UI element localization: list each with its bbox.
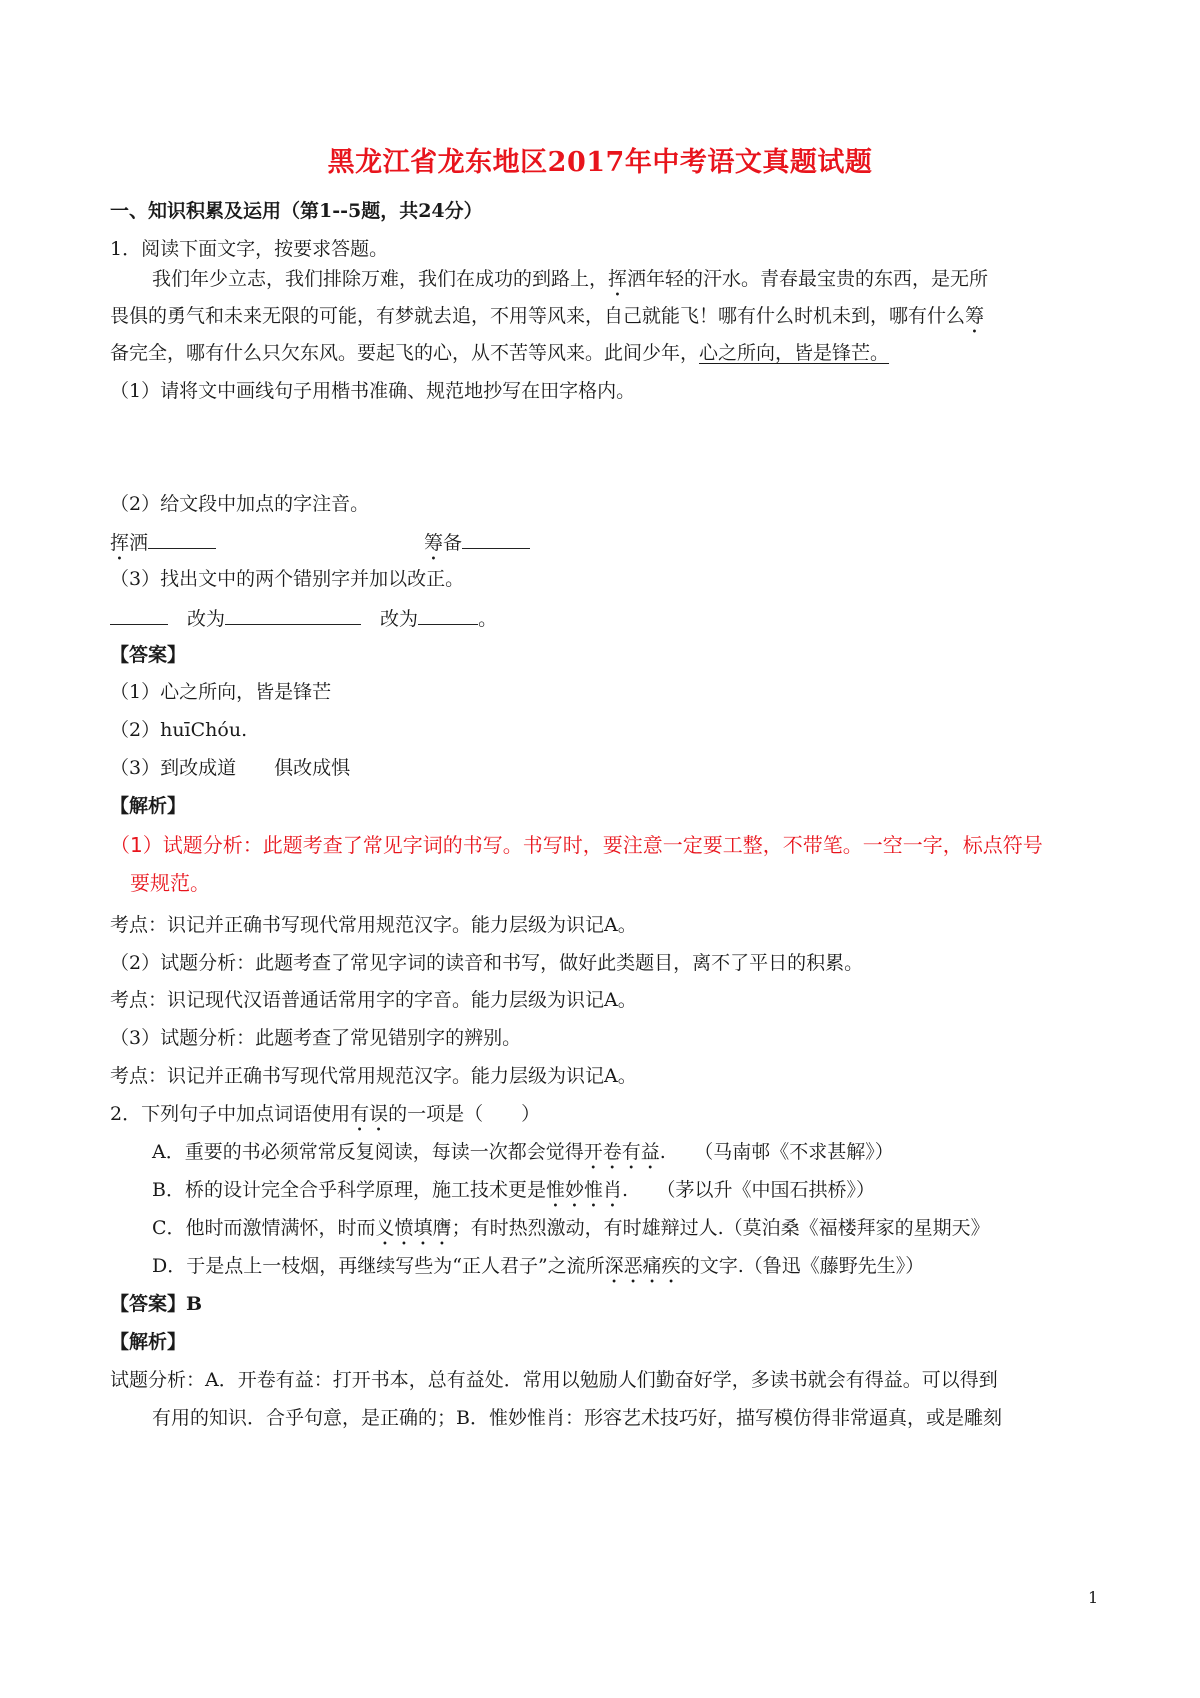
answer-line: （3）到改成道 俱改成惧 (110, 757, 351, 779)
dotted-char: 筹 (965, 305, 985, 327)
sub-question-2: （2）给文段中加点的字注音。 (110, 493, 370, 515)
option-c: C．他时而激情满怀，时而义愤填膺；有时热烈激动，有时雄辩过人.（莫泊桑《福楼拜家的星期天》 (152, 1217, 990, 1239)
key-point: 考点：识记现代汉语普通话常用字的字音。能力层级为识记A。 (110, 989, 637, 1011)
dotted-char: 挥 (608, 268, 628, 290)
pinyin-blank-1: 挥洒 (110, 528, 216, 565)
answer-blank[interactable] (418, 604, 478, 625)
passage-line-2: 畏俱的勇气和未来无限的可能，有梦就去追，不用等风来，自己就能飞！哪有什么时机未到，哪有什么筹 (110, 305, 985, 327)
answer-2: 【答案】B (110, 1293, 203, 1315)
option-b: B．桥的设计完全合乎科学原理，施工技术更是惟妙惟肖. （茅以升《中国石拱桥》） (152, 1179, 876, 1201)
key-point: 考点：识记并正确书写现代常用规范汉字。能力层级为识记A。 (110, 914, 637, 936)
correction-line: 改为 改为 。 (110, 604, 497, 632)
analysis-2-label: 【解析】 (110, 1331, 187, 1353)
sub-question-3: （3）找出文中的两个错别字并加以改正。 (110, 568, 465, 590)
analysis-line: （2）试题分析：此题考查了常见字词的读音和书写，做好此类题目，离不了平日的积累。 (110, 952, 864, 974)
sub-question-1: （1）请将文中画线句子用楷书准确、规范地抄写在田字格内。 (110, 380, 636, 402)
answer-line: （1）心之所向，皆是锋芒 (110, 681, 332, 703)
answer-label: 【答案】 (110, 644, 187, 666)
section-heading: 一、知识积累及运用（第1--5题，共24分） (110, 200, 483, 222)
analysis-2-line-2: 有用的知识．合乎句意，是正确的；B．惟妙惟肖：形容艺术技巧好，描写模仿得非常逼真，或是雕刻 (152, 1407, 1002, 1429)
analysis-line: （3）试题分析：此题考查了常见错别字的辨别。 (110, 1027, 522, 1049)
underlined-sentence: 心之所向，皆是锋芒。 (699, 342, 890, 364)
answer-blank[interactable] (110, 604, 168, 625)
answer-blank[interactable] (148, 528, 216, 549)
answer-line: （2）huīChóu. (110, 719, 248, 741)
page-number: 1 (1088, 1588, 1099, 1607)
analysis-2-line-1: 试题分析：A．开卷有益：打开书本，总有益处．常用以勉励人们勤奋好学，多读书就会有得益。可以得到 (110, 1369, 998, 1391)
answer-blank[interactable] (462, 528, 530, 549)
option-d: D．于是点上一枝烟，再继续写些为“正人君子”之流所深恶痛疾的文字.（鲁迅《藤野先生》） (152, 1255, 925, 1277)
analysis-highlight-line-2: 要规范。 (130, 871, 210, 895)
pinyin-blank-2: 筹备 (424, 528, 530, 565)
analysis-highlight-line-1: （1）试题分析：此题考查了常见字词的书写。书写时，要注意一定要工整，不带笔。一空一字，标点符号 (110, 833, 1043, 857)
analysis-label: 【解析】 (110, 795, 187, 817)
option-a: A．重要的书必须常常反复阅读，每读一次都会觉得开卷有益. （马南邨《不求甚解》） (152, 1141, 894, 1163)
passage-line-3: 备完全，哪有什么只欠东风。要起飞的心，从不苦等风来。此间少年，心之所向，皆是锋芒。 (110, 342, 890, 364)
passage-line-1: 我们年少立志，我们排除万难，我们在成功的到路上，挥洒年轻的汗水。青春最宝贵的东西，是无所 (152, 268, 989, 290)
answer-blank[interactable] (225, 604, 361, 625)
key-point: 考点：识记并正确书写现代常用规范汉字。能力层级为识记A。 (110, 1065, 637, 1087)
page-title: 黑龙江省龙东地区2017年中考语文真题试题 (327, 147, 873, 178)
question-2-stem: 2．下列句子中加点词语使用有误的一项是（ ） (110, 1103, 541, 1125)
question-1-stem: 1．阅读下面文字，按要求答题。 (110, 238, 389, 260)
